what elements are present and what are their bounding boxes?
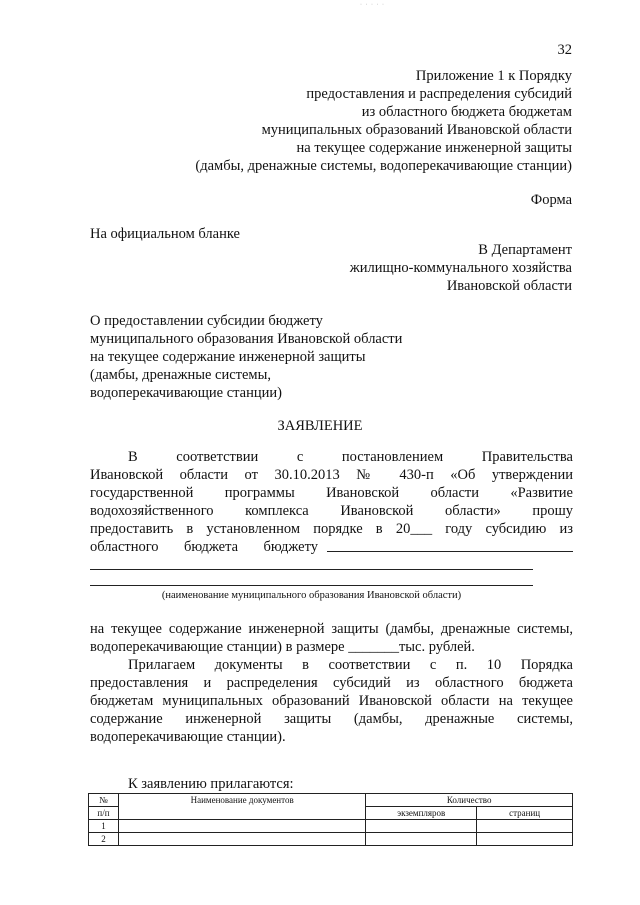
municipality-blank-line-2[interactable] [90, 569, 533, 570]
para3-line-4: содержание инженерной защиты (дамбы, дренажные системы, [90, 711, 573, 727]
row-pages[interactable] [477, 820, 573, 833]
appendix-line-4: муниципальных образований Ивановской области [261, 122, 572, 138]
subject-line-1: О предоставлении субсидии бюджету [90, 313, 323, 329]
form-label: Форма [530, 192, 572, 208]
row-num: 2 [89, 833, 119, 846]
subject-line-4: (дамбы, дренажные системы, [90, 367, 271, 383]
row-num: 1 [89, 820, 119, 833]
appendix-line-6: (дамбы, дренажные системы, водоперекачивающие станции) [195, 158, 572, 174]
attachments-heading: К заявлению прилагаются: [128, 776, 294, 792]
attachments-table [88, 793, 573, 846]
top-scan-mark: · · · · · [360, 2, 385, 8]
para1-line-3: государственной программы Ивановской области «Развитие [90, 485, 573, 501]
header-quantity: Количество [366, 794, 573, 807]
row-copies[interactable] [366, 833, 477, 846]
letterhead-note: На официальном бланке [90, 226, 240, 242]
para3-line-2: предоставления и распределения субсидий из областного бюджета [90, 675, 573, 691]
subject-line-2: муниципального образования Ивановской области [90, 331, 403, 347]
row-pages[interactable] [477, 833, 573, 846]
row-copies[interactable] [366, 820, 477, 833]
para3-line-5: водоперекачивающие станции). [90, 729, 286, 745]
header-num-sub: п/п [89, 807, 119, 820]
page-number: 32 [557, 42, 572, 58]
row-document-name[interactable] [118, 820, 365, 833]
header-copies: экземпляров [366, 807, 477, 820]
appendix-line-3: из областного бюджета бюджетам [361, 104, 572, 120]
appendix-line-1: Приложение 1 к Порядку [415, 68, 572, 84]
appendix-line-5: на текущее содержание инженерной защиты [296, 140, 572, 156]
para2-line-2: водоперекачивающие станции) в размере _______тыс. рублей. [90, 639, 475, 655]
para1-line-5: предоставить в установленном порядке в 20___ году субсидию из [90, 521, 573, 537]
para3-line-3: бюджетам муниципальных образований Ивановской области на текущее [90, 693, 573, 709]
header-pages: страниц [477, 807, 573, 820]
table-row [89, 820, 573, 833]
table-row [89, 833, 573, 846]
subject-line-3: на текущее содержание инженерной защиты [90, 349, 366, 365]
subject-line-5: водоперекачивающие станции) [90, 385, 282, 401]
municipality-blank-line-1[interactable] [327, 551, 573, 552]
para3-line-1: Прилагаем документы в соответствии с п. 10 Порядка [128, 657, 573, 673]
para2-line-1: на текущее содержание инженерной защиты (дамбы, дренажные системы, [90, 621, 573, 637]
header-documents: Наименование документов [118, 794, 365, 820]
municipality-blank-line-3[interactable] [90, 585, 533, 586]
municipality-caption: (наименование муниципального образования Ивановской области) [161, 590, 462, 601]
appendix-line-2: предоставления и распределения субсидий [306, 86, 572, 102]
para1-line-2: Ивановской области от 30.10.2013 № 430-п «Об утверждении [90, 467, 573, 483]
para1-line-6: областного бюджета бюджету [90, 539, 318, 555]
recipient-line-1: В Департамент [478, 242, 572, 258]
row-document-name[interactable] [118, 833, 365, 846]
para1-line-4: водохозяйственного комплекса Ивановской области» прошу [90, 503, 573, 519]
para1-line-1: В соответствии с постановлением Правительства [128, 449, 573, 465]
document-title: ЗАЯВЛЕНИЕ [277, 418, 363, 434]
recipient-line-2: жилищно-коммунального хозяйства [349, 260, 572, 276]
recipient-line-3: Ивановской области [446, 278, 572, 294]
header-num: № [89, 794, 119, 807]
